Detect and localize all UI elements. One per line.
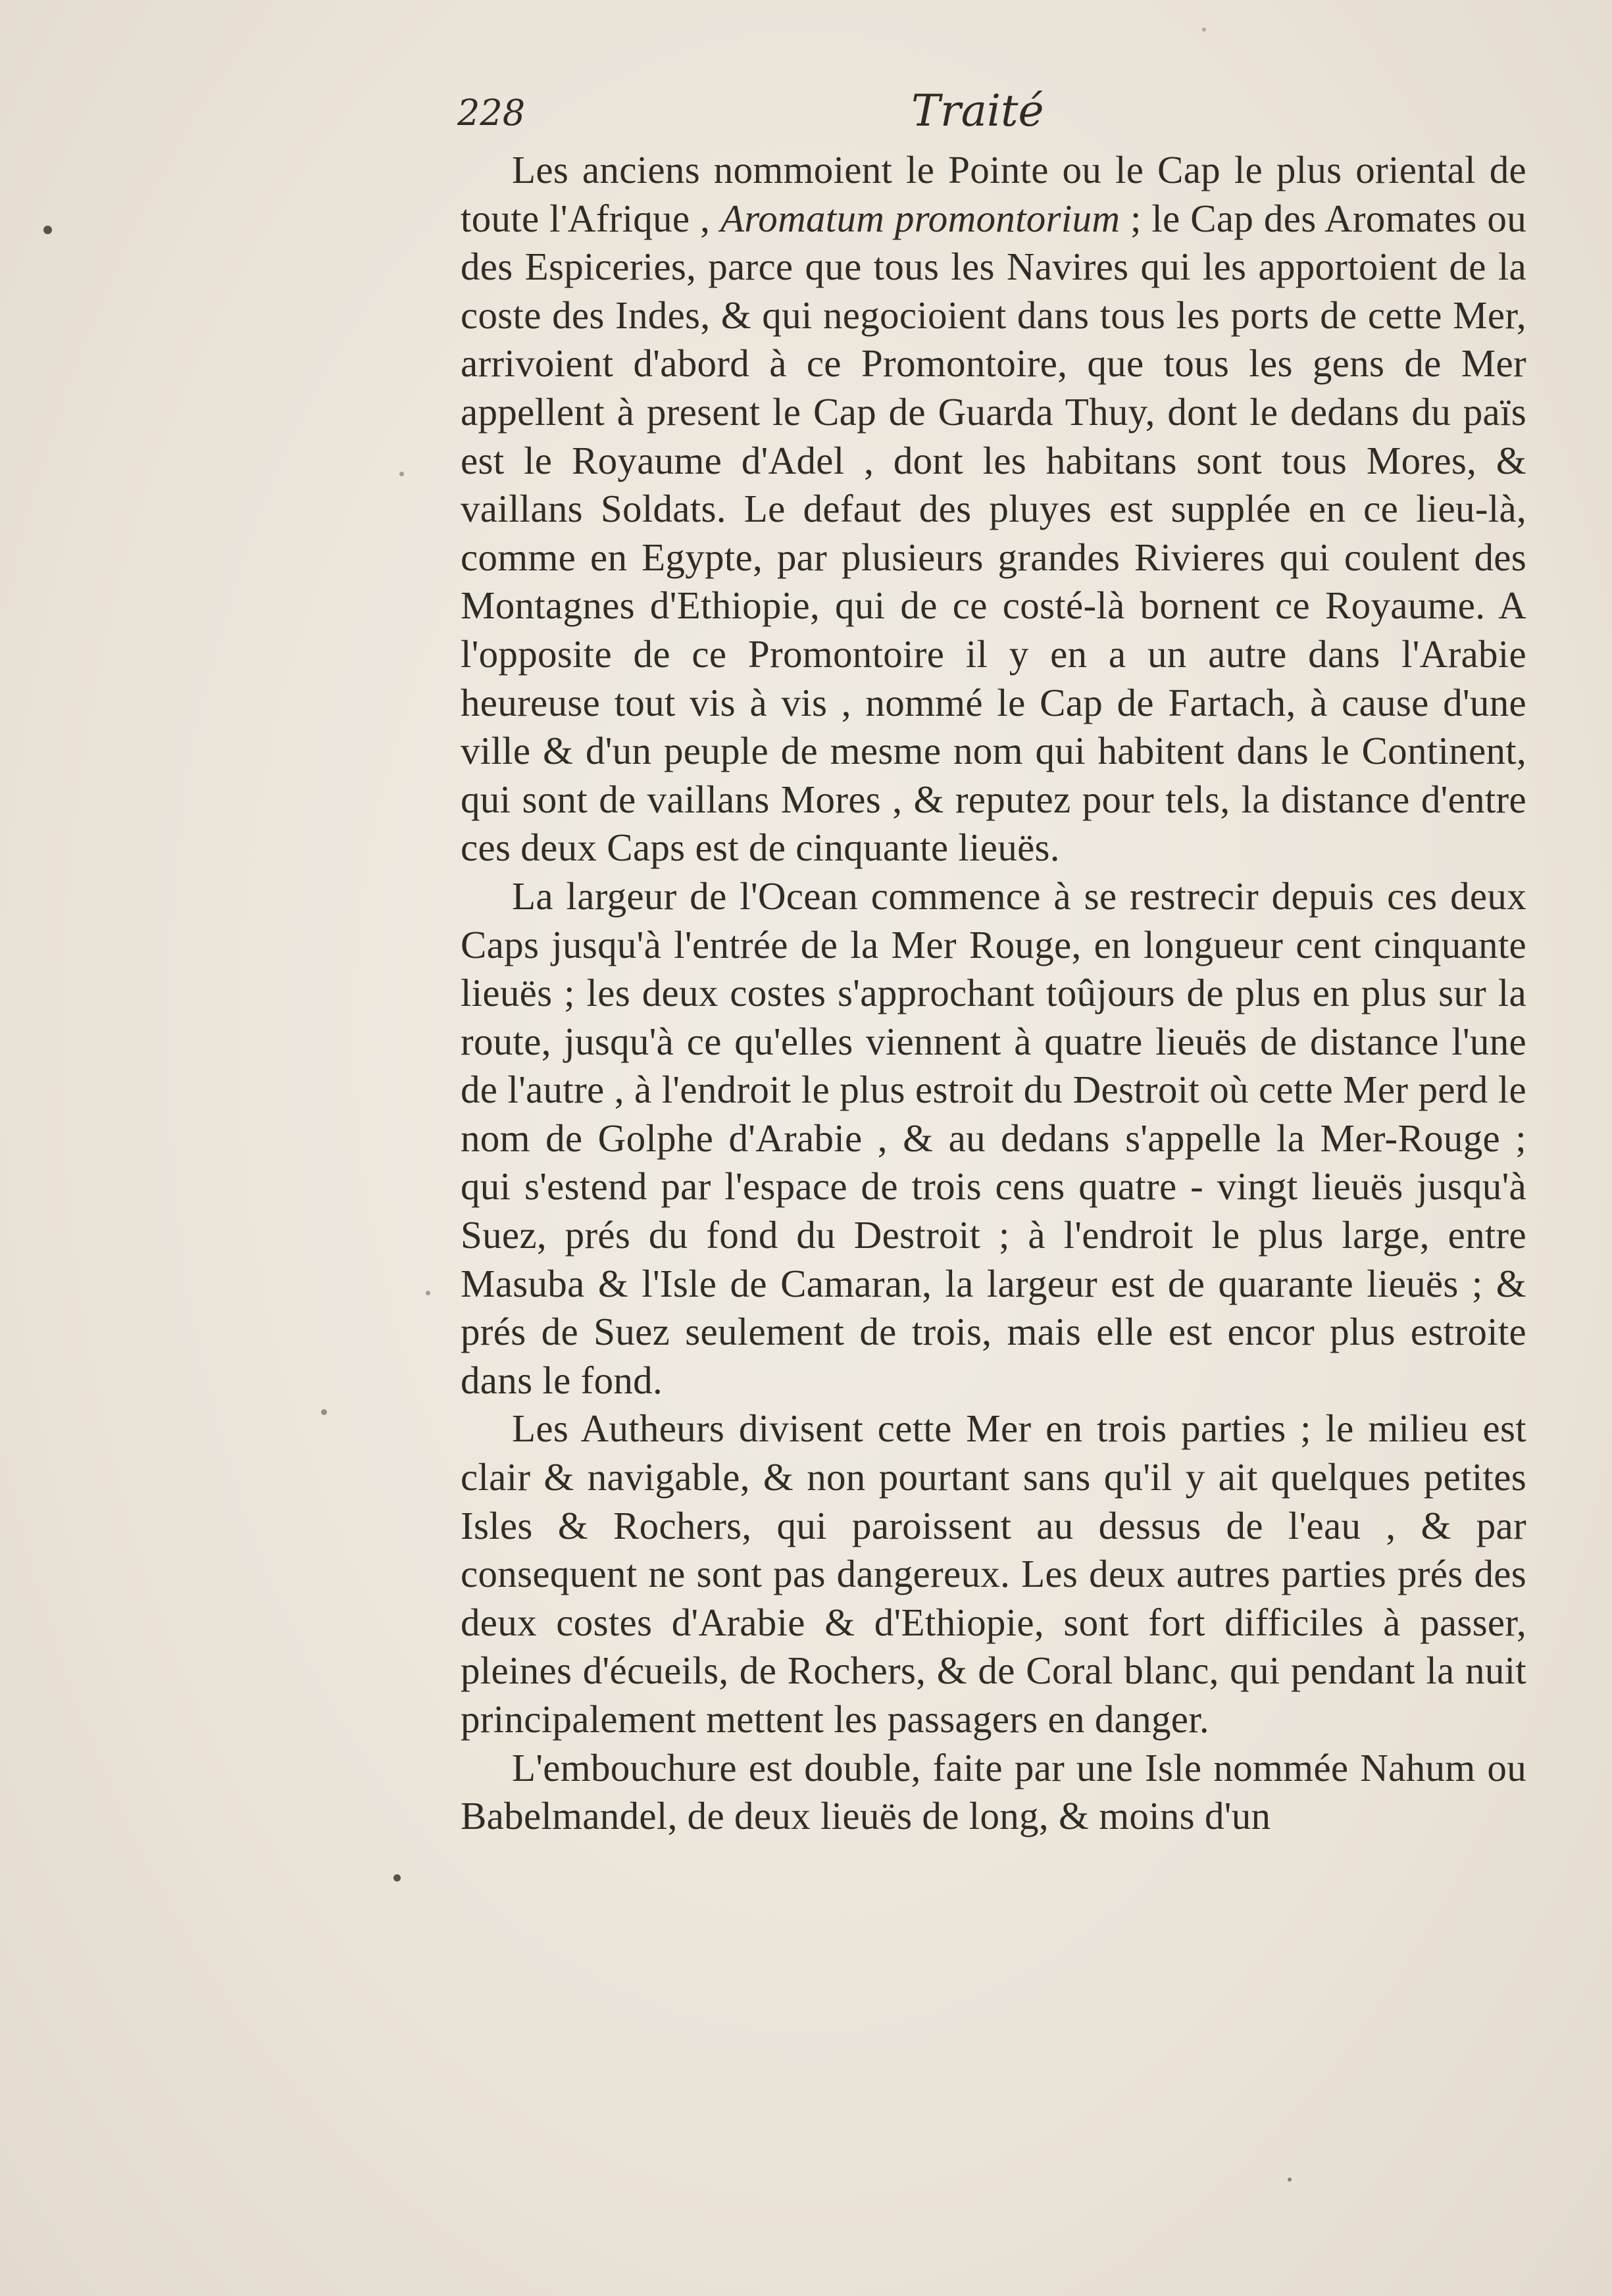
paragraph-1-start: Les anciens nommoient le Pointe ou le Cap le plus oriental de toute l'Afrique , bbox=[461, 148, 1526, 240]
ink-speck bbox=[1202, 28, 1206, 32]
page-number: 228 bbox=[457, 92, 526, 134]
paragraph-1 bbox=[461, 146, 1526, 872]
ink-speck bbox=[321, 1409, 327, 1415]
page-header bbox=[457, 86, 1049, 145]
paragraph-2: La largeur de l'Ocean commence à se restrecir depuis ces deux Caps jusqu'à l'entrée de la Mer Rouge, en longueur cent cinquante lieuës ; les deux costes s'approchant toûjours de plus en plus sur la route, jusqu'à ce qu'elles viennent à quatre lieuës de distance l'une de l'autre , à l'endroit le plus estroit du Destroit où cette Mer perd le nom de Golphe d'Arabie , & au dedans s'appelle la Mer-Rouge ; qui s'estend par l'espace de trois cens quatre - vingt lieuës jusqu'à Suez, prés du fond du Destroit ; à l'endroit le plus large, entre Masuba & l'Isle de Camaran, la largeur est de quarante lieuës ; & prés de Suez seulement de trois, mais elle est encor plus estroite dans le fond. bbox=[461, 874, 1526, 1402]
body-text bbox=[461, 146, 1526, 1841]
running-title: Traité bbox=[911, 86, 1044, 136]
ink-speck bbox=[393, 1874, 401, 1882]
ink-speck bbox=[399, 472, 404, 476]
latin-phrase: Aromatum promontorium bbox=[720, 196, 1121, 240]
ink-speck bbox=[426, 1291, 430, 1295]
ink-speck bbox=[43, 226, 52, 234]
ink-speck bbox=[1288, 2178, 1292, 2182]
paragraph-1-rest: ; le Cap des Aromates ou des Espiceries, parce que tous les Navires qui les apportoient de la coste des Indes, & qui negocioient dans tous les ports de cette Mer, arrivoient d'abord à ce Promontoire, que tous les gens de Mer appellent à present le Cap de Guarda Thuy, dont le dedans du païs est le Royaume d'Adel , dont les habitans sont tous Mores, & vaillans Soldats. Le defaut des pluyes est supplée en ce lieu-là, comme en Egypte, par plusieurs grandes Rivieres qui coulent des Montagnes d'Ethiopie, qui de ce costé-là bornent ce Royaume. A l'opposite de ce Promontoire il y en a un autre dans l'Arabie heureuse tout vis à vis , nommé le Cap de Fartach, à cause d'une ville & d'un peuple de mesme nom qui habitent dans le Continent, qui sont de vaillans Mores , & reputez pour tels, la distance d'entre ces deux Caps est de cinquante lieuës. bbox=[461, 196, 1527, 870]
paragraph-4: L'embouchure est double, faite par une Isle nommée Nahum ou Babelmandel, de deux lieuës de long, & moins d'un bbox=[461, 1745, 1526, 1838]
paragraph-3: Les Autheurs divisent cette Mer en trois parties ; le milieu est clair & navigable, & non pourtant sans qu'il y ait quelques petites Isles & Rochers, qui paroissent au dessus de l'eau , & par consequent ne sont pas dangereux. Les deux autres parties prés des deux costes d'Arabie & d'Ethiopie, sont fort difficiles à passer, pleines d'écueils, de Rochers, & de Coral blanc, qui pendant la nuit principalement mettent les passagers en danger. bbox=[461, 1407, 1526, 1741]
